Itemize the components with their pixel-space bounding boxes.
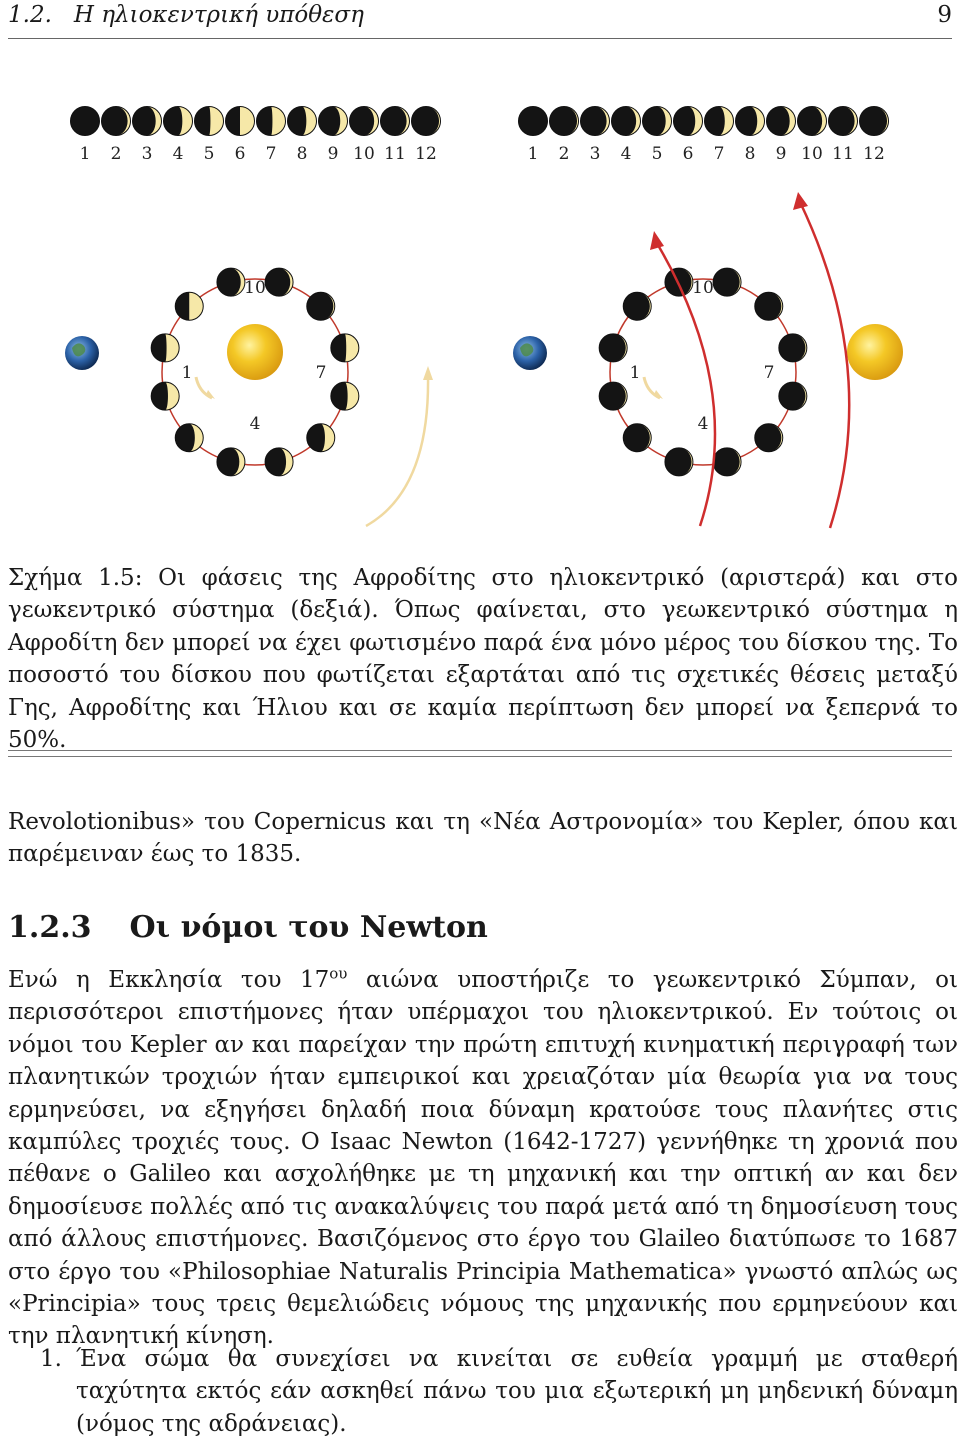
sequence-label-geocentric-4: 4 — [620, 144, 632, 164]
sequence-label-geocentric-5: 5 — [651, 144, 663, 164]
sequence-label-geocentric-1: 1 — [527, 144, 539, 164]
sequence-label-heliocentric-9: 9 — [327, 144, 339, 164]
header-rule — [8, 38, 952, 39]
sequence-phase-heliocentric-8 — [288, 107, 317, 136]
body-text-rest: αιώνα υποστήριζε το γεωκεντρικό Σύμπαν, οι περισσότεροι επιστήμονες ήταν υπέρμαχοι του ηλιοκεντρικού. Εν τούτοις οι νόμοι του Kepler αν και παρείχαν την πρώτη επιτυχή κινηματική περιγραφή των πλανητικών τροχιών ήταν εμπειρικοί και χρειαζόταν μία θεωρία για να τους ερμηνεύσει, να εξηγήσει δηλαδή ποια δύναμη κρατούσε τους πλανήτες στις καμπύλες τροχιές τους. Ο Isaac Newton (1642-1727) γεννήθηκε τη χρονιά που πέθανε ο Galileo και ασχολήθηκε με τη μηχανική και την οπτική αν και δεν δημοσίευσε πολλές από τις ανακαλύψεις του παρά μετά από τη δημοσίευση τους από άλλους επιστήμονες. Βασιζόμενος στο έργο του Glaileo διατύπωσε το 1687 στο έργο του «Philosophiae Naturalis Principia Mathematica» γνωστό απλώς ως «Principia» τους τρεις θεμελιώδεις νόμους της μηχανικής που ερμηνεύουν και την πλανητική κίνηση. — [8, 967, 958, 1350]
sequence-phase-heliocentric-6 — [225, 107, 254, 136]
sequence-label-heliocentric-4: 4 — [172, 144, 184, 164]
orbit-phase-geocentric-4 — [779, 334, 807, 362]
body-paragraph — [8, 964, 958, 1353]
sequence-phase-geocentric-2 — [550, 107, 579, 136]
list-item-number: 1. — [40, 1346, 62, 1372]
double-rule — [8, 750, 952, 757]
orbit-label-geocentric-4: 4 — [697, 414, 709, 434]
sequence-label-geocentric-2: 2 — [558, 144, 570, 164]
sequence-label-heliocentric-12: 12 — [415, 144, 437, 164]
orbit-phase-geocentric-8 — [665, 448, 693, 476]
orbit-phase-geocentric-5 — [779, 382, 807, 410]
orbit-label-geocentric-1: 1 — [629, 363, 641, 383]
running-head-text: Η ηλιοκεντρική υπόθεση — [73, 2, 364, 28]
sun-icon-geocentric — [847, 324, 903, 380]
orbit-label-heliocentric-1: 1 — [181, 363, 193, 383]
orbit-phase-heliocentric-9 — [175, 424, 203, 452]
sequence-phase-geocentric-9 — [767, 107, 796, 136]
sequence-label-heliocentric-8: 8 — [296, 144, 308, 164]
sequence-phase-heliocentric-10 — [350, 107, 379, 136]
sequence-phase-geocentric-7 — [705, 107, 734, 136]
sequence-label-geocentric-9: 9 — [775, 144, 787, 164]
orbit-label-heliocentric-10: 10 — [244, 278, 266, 298]
caption-label: Σχήμα 1.5: — [8, 565, 143, 591]
sequence-label-heliocentric-7: 7 — [265, 144, 277, 164]
orbit-phase-geocentric-9 — [623, 424, 651, 452]
page-number: 9 — [937, 2, 952, 28]
sequence-label-heliocentric-3: 3 — [141, 144, 153, 164]
orbit-phase-heliocentric-4 — [331, 334, 359, 362]
sequence-phase-geocentric-1 — [519, 107, 548, 136]
running-head — [8, 0, 952, 30]
orbit-label-heliocentric-4: 4 — [249, 414, 261, 434]
sequence-label-geocentric-12: 12 — [863, 144, 885, 164]
sequence-phase-geocentric-8 — [736, 107, 765, 136]
orbit-phase-geocentric-10 — [599, 382, 627, 410]
orbit-phase-heliocentric-2 — [265, 268, 293, 296]
orbit-phase-heliocentric-11 — [151, 334, 179, 362]
orbit-phase-geocentric-7 — [713, 448, 741, 476]
section-title: Οι νόμοι του Newton — [129, 910, 488, 945]
orbit-label-geocentric-10: 10 — [692, 278, 714, 298]
sequence-phase-heliocentric-2 — [102, 107, 131, 136]
sequence-label-geocentric-6: 6 — [682, 144, 694, 164]
orbit-phase-heliocentric-8 — [217, 448, 245, 476]
sequence-label-geocentric-8: 8 — [744, 144, 756, 164]
body-text-start: Ενώ η Εκκλησία του 17 — [8, 967, 330, 993]
sequence-phase-heliocentric-4 — [164, 107, 193, 136]
running-head-section: 1.2. — [8, 2, 52, 28]
orbit-phase-heliocentric-7 — [265, 448, 293, 476]
orbit-phase-geocentric-6 — [755, 424, 783, 452]
century-superscript: ου — [329, 964, 348, 983]
sequence-label-geocentric-7: 7 — [713, 144, 725, 164]
sequence-phase-geocentric-6 — [674, 107, 703, 136]
section-heading — [8, 910, 488, 945]
orbit-phase-geocentric-3 — [755, 292, 783, 320]
sequence-phase-heliocentric-5 — [195, 107, 224, 136]
sequence-phase-geocentric-4 — [612, 107, 641, 136]
orbit-label-geocentric-7: 7 — [763, 363, 775, 383]
orbit-label-heliocentric-7: 7 — [315, 363, 327, 383]
orbit-phase-heliocentric-6 — [307, 424, 335, 452]
motion-arrow-large-helio — [366, 375, 428, 526]
sequence-label-geocentric-10: 10 — [801, 144, 823, 164]
sequence-label-heliocentric-5: 5 — [203, 144, 215, 164]
sequence-label-geocentric-11: 11 — [832, 144, 854, 164]
sequence-phase-geocentric-3 — [581, 107, 610, 136]
orbit-phase-geocentric-2 — [713, 268, 741, 296]
arrowhead-large-helio — [423, 366, 433, 380]
running-head-title — [8, 2, 364, 28]
carry-paragraph: Revolotionibus» του Copernicus και τη «Νέα Αστρονομία» του Kepler, όπου και παρέμειναν έως το 1835. — [8, 809, 958, 868]
sequence-phase-heliocentric-12 — [412, 107, 441, 136]
orbit-phase-heliocentric-12 — [175, 292, 203, 320]
sun-icon-heliocentric — [227, 324, 283, 380]
orbit-phase-heliocentric-5 — [331, 382, 359, 410]
sequence-phase-heliocentric-7 — [257, 107, 286, 136]
deferent-arrowhead-geo — [793, 192, 808, 210]
orbit-phase-heliocentric-10 — [151, 382, 179, 410]
orbit-phase-heliocentric-3 — [307, 292, 335, 320]
orbit-phase-geocentric-12 — [623, 292, 651, 320]
sequence-phase-geocentric-10 — [798, 107, 827, 136]
venus-phases-figure — [0, 90, 960, 540]
list-item-text: Ένα σώμα θα συνεχίσει να κινείται σε ευθεία γραμμή με σταθερή ταχύτητα εκτός εάν ασκηθεί πάνω του μια εξωτερική μη μηδενική δύναμη (νόμος της αδράνειας). — [76, 1346, 958, 1437]
sequence-phase-heliocentric-3 — [133, 107, 162, 136]
orbit-phase-heliocentric-1 — [217, 268, 245, 296]
caption-text: Οι φάσεις της Αφροδίτης στο ηλιοκεντρικό (αριστερά) και στο γεωκεντρικό σύστημα (δεξιά). Όπως φαίνεται, στο γεωκεντρικό σύστημα η Αφροδίτη δεν μπορεί να έχει φωτισμένο παρά ένα μόνο μέρος του δίσκου της. Το ποσοστό του δίσκου που φωτίζεται εξαρτάται από τις σχετικές θέσεις μεταξύ Γης, Αφροδίτης και Ήλιου και σε καμία περίπτωση δεν μπορεί να ξεπερνά το 50%. — [8, 565, 958, 754]
sequence-phase-geocentric-12 — [860, 107, 889, 136]
list-item — [40, 1343, 958, 1440]
sequence-phase-geocentric-11 — [829, 107, 858, 136]
figure-caption — [8, 562, 958, 756]
sequence-label-heliocentric-1: 1 — [79, 144, 91, 164]
sequence-phase-heliocentric-11 — [381, 107, 410, 136]
sequence-phase-geocentric-5 — [643, 107, 672, 136]
sequence-label-heliocentric-6: 6 — [234, 144, 246, 164]
sequence-phase-heliocentric-9 — [319, 107, 348, 136]
epicycle-arrowhead-geo — [650, 231, 664, 250]
orbit-phase-geocentric-11 — [599, 334, 627, 362]
sequence-phase-heliocentric-1 — [71, 107, 100, 136]
deferent-arrow-geo — [800, 202, 849, 528]
sequence-label-heliocentric-10: 10 — [353, 144, 375, 164]
sequence-label-geocentric-3: 3 — [589, 144, 601, 164]
sequence-label-heliocentric-2: 2 — [110, 144, 122, 164]
sequence-label-heliocentric-11: 11 — [384, 144, 406, 164]
section-number: 1.2.3 — [8, 910, 92, 945]
